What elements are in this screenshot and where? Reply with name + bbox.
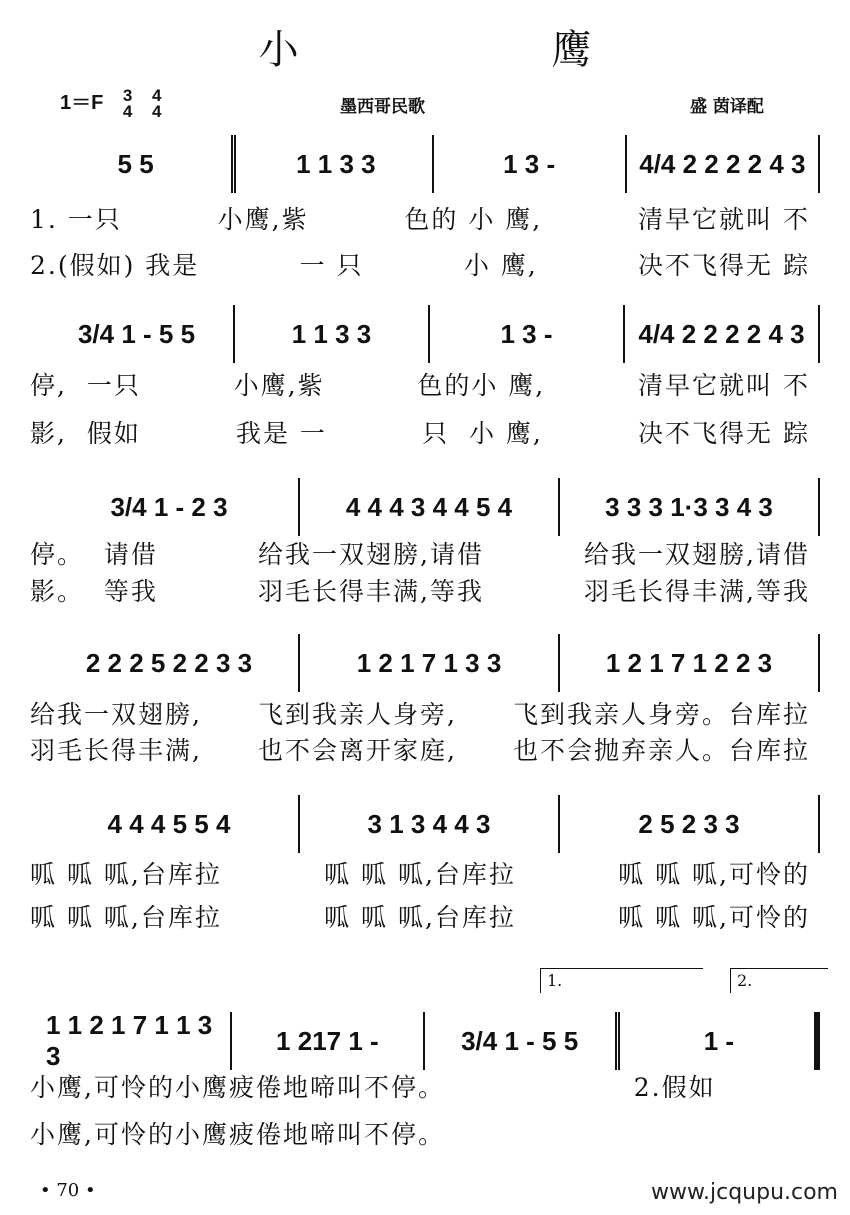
lyric-phrase: 羽毛长得丰满,等我	[584, 577, 810, 606]
song-origin: 墨西哥民歌	[340, 97, 425, 117]
lyric-phrase: 飞到我亲人身旁,	[257, 700, 457, 729]
barline	[615, 1012, 624, 1070]
measure: 1 3 -	[500, 318, 553, 349]
lyric-phrase: 小 鹰,	[463, 251, 538, 280]
ts-top: 3	[122, 85, 133, 105]
measure: 3 3 3 1·3 3 4 3	[605, 491, 773, 522]
measure: 3/4 1 - 2 3	[110, 491, 228, 522]
measure: 1 1 3 3	[296, 148, 376, 179]
barline	[818, 305, 820, 363]
measure: 3/4 1 - 5 5	[461, 1025, 579, 1056]
measure: 1 2 1 7 1 3 3	[356, 647, 502, 678]
volta-ending: 1.	[540, 968, 703, 993]
song-title: 小 鹰	[258, 27, 712, 73]
measure: 1 217 1 -	[276, 1025, 379, 1056]
lyric-phrase: 色的 小 鹰,	[404, 205, 543, 234]
lyric-phrase: 也不会抛弃亲人。台库拉	[512, 736, 810, 765]
lyric-phrase: 影, 假如	[30, 419, 141, 448]
time-signature-4-4	[151, 85, 162, 121]
lyric-phrase: 羽毛长得丰满,	[30, 736, 202, 765]
lyric-phrase: 一 只	[299, 251, 364, 280]
lyric-phrase: 呱 呱 呱,可怜的	[618, 860, 810, 889]
notation-line	[40, 634, 820, 692]
measure: 1 1 3 3	[291, 318, 372, 349]
lyric-phrase: 2.假如	[633, 1073, 716, 1102]
measure: 5 5	[117, 148, 154, 179]
measure: 1 3 -	[503, 148, 556, 179]
notation-line	[40, 795, 820, 853]
measure: 1 -	[703, 1025, 735, 1056]
lyric-phrase: 小鹰,紫	[217, 205, 309, 234]
lyric-phrase: 只 小 鹰,	[422, 419, 543, 448]
lyric-phrase: 我是 一	[235, 419, 327, 448]
lyric-phrase: 影。 等我	[30, 577, 158, 606]
lyric-phrase: 飞到我亲人身旁。台库拉	[512, 700, 810, 729]
lyric-phrase: 呱 呱 呱,台库拉	[30, 860, 222, 889]
measure: 4 4 4 3 4 4 5 4	[345, 491, 513, 522]
lyric-phrase: 清早它就叫 不	[638, 371, 810, 400]
key-signature	[60, 86, 161, 120]
lyric-phrase: 决不飞得无 踪	[638, 251, 810, 280]
lyrics-verse-2	[30, 1115, 810, 1151]
lyric-phrase: 给我一双翅膀,请借	[258, 540, 484, 569]
lyrics-verse-2	[30, 414, 810, 450]
lyrics-verse-2	[30, 731, 810, 767]
lyric-phrase: 清早它就叫 不	[638, 205, 810, 234]
measure: 2 5 2 3 3	[638, 808, 740, 839]
notation-line	[40, 305, 820, 363]
lyric-phrase: 给我一双翅膀,	[30, 700, 202, 729]
watermark: www.jcqupu.com	[651, 1180, 838, 1205]
barline	[818, 135, 820, 193]
notation-line	[40, 1010, 820, 1072]
lyric-phrase: 也不会离开家庭,	[257, 736, 457, 765]
lyric-phrase: 给我一双翅膀,请借	[584, 540, 810, 569]
notation-line	[40, 478, 820, 536]
barline	[818, 795, 820, 853]
page-number: • 70 •	[40, 1180, 96, 1201]
barline	[231, 135, 240, 193]
time-signature-3-4	[122, 85, 133, 121]
lyrics-verse-2	[30, 246, 810, 282]
measure: 4/4 2 2 2 2 4 3	[639, 148, 806, 179]
lyric-phrase: 决不飞得无 踪	[638, 419, 810, 448]
lyric-phrase: 停, 一只	[30, 371, 141, 400]
lyric-phrase: 2.(假如) 我是	[30, 251, 200, 280]
ts-bottom: 4	[122, 101, 133, 121]
notation-line	[40, 135, 820, 193]
ts-top: 4	[151, 85, 162, 105]
measure: 1 1 2 1 7 1 1 3 3	[46, 1010, 213, 1071]
lyrics-verse-1	[30, 1068, 810, 1104]
key-label: 1＝F	[60, 92, 104, 114]
lyrics-verse-1	[30, 695, 810, 731]
lyric-phrase: 呱 呱 呱,台库拉	[324, 903, 516, 932]
lyric-phrase: 小鹰,可怜的小鹰疲倦地啼叫不停。	[30, 1073, 445, 1102]
barline	[818, 634, 820, 692]
barline	[814, 1012, 820, 1070]
lyric-phrase: 呱 呱 呱,台库拉	[324, 860, 516, 889]
measure: 3 1 3 4 4 3	[367, 808, 491, 839]
measure: 2 2 2 5 2 2 3 3	[85, 647, 253, 678]
lyric-phrase: 小鹰,紫	[233, 371, 325, 400]
lyric-phrase: 色的小 鹰,	[417, 371, 546, 400]
lyrics-verse-2	[30, 898, 810, 934]
lyric-phrase: 小鹰,可怜的小鹰疲倦地啼叫不停。	[30, 1120, 445, 1149]
arranger-credit: 盛 茵译配	[690, 97, 764, 117]
lyric-phrase: 呱 呱 呱,可怜的	[618, 903, 810, 932]
measure: 3/4 1 - 5 5	[77, 318, 196, 349]
lyrics-verse-1	[30, 366, 810, 402]
measure: 1 2 1 7 1 2 2 3	[605, 647, 773, 678]
lyric-phrase: 呱 呱 呱,台库拉	[30, 903, 222, 932]
barline	[818, 478, 820, 536]
volta-ending: 2.	[730, 968, 828, 993]
lyric-phrase: 1. 一只	[30, 205, 122, 234]
lyric-phrase: 停。 请借	[30, 540, 158, 569]
measure: 4 4 4 5 5 4	[107, 808, 231, 839]
ts-bottom: 4	[151, 101, 162, 121]
lyrics-verse-1	[30, 855, 810, 891]
lyrics-verse-1	[30, 535, 810, 571]
lyrics-verse-2	[30, 572, 810, 608]
lyric-phrase: 羽毛长得丰满,等我	[258, 577, 484, 606]
measure: 4/4 2 2 2 2 4 3	[638, 318, 805, 349]
lyrics-verse-1	[30, 200, 810, 236]
